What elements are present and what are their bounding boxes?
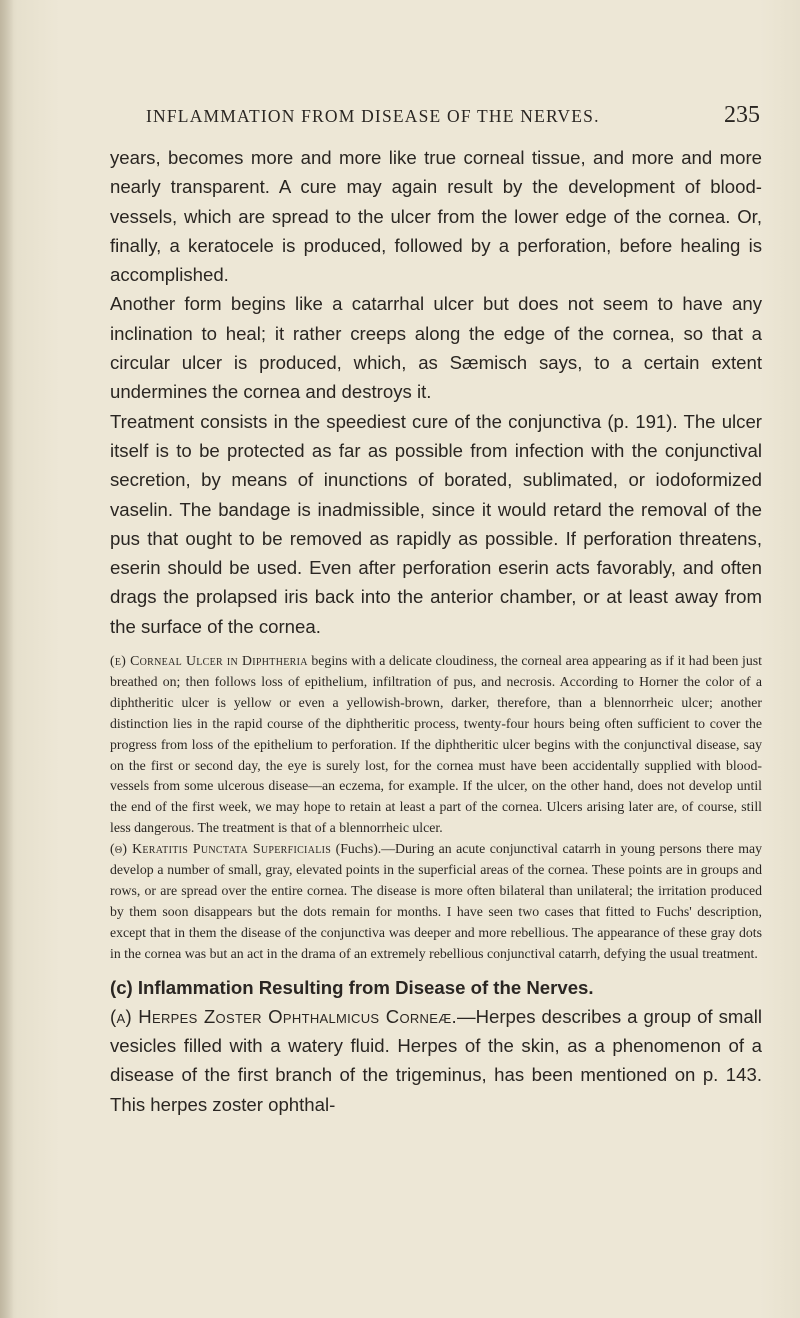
paragraph-herpes-zoster bbox=[110, 1002, 762, 1119]
section-text-keratitis: (Fuchs).—During an acute conjunctival catarrh in young persons there may develop a number of small, gray, elevated points in the superficial areas of the cornea. These points are in groups and rows, or are spread over the entire cornea. The disease is more often bilateral than unilateral; the irritation produced by them soon disappears but the dots remain for months. I have seen two cases that fitted to Fuchs' description, except that in them the disease of the conjunctiva was deeper and more rebellious. The appearance of these gray dots in the cornea was but an act in the drama of an extremely rebellious conjunctival catarrh, defying the usual treatment. bbox=[110, 841, 763, 961]
section-label-diphtheria: (ε) Corneal Ulcer in Diphtheria bbox=[110, 653, 308, 669]
paragraph-continuation: years, becomes more and more like true corneal tissue, and more and more nearly transparent. A cure may again result by the development of blood-vessels, which are spread to the ulcer from the lower edge of the cornea. Or, finally, a keratocele is produced, followed by a perforation, before healing is accomplished. bbox=[110, 147, 762, 286]
page-body bbox=[110, 143, 762, 1119]
page-gutter-shadow bbox=[0, 0, 14, 1318]
paragraph-corneal-ulcer-diphtheria bbox=[110, 651, 762, 839]
running-head bbox=[110, 104, 760, 136]
paragraph-another-form: Another form begins like a catarrhal ulcer but does not seem to have any inclination to heal; it rather creeps along the edge of the cornea, so that a circular ulcer is produced, which, as Sæmisch says, to a certain extent undermines the cornea and destroys it. bbox=[110, 293, 762, 403]
section-text-herpes: —Herpes describes a group of small vesicles filled with a watery fluid. Herpes of the skin, as a phenomenon of a disease of the first branch of the trigeminus, has been mentioned on p. 143. This herpes zoster ophthal- bbox=[110, 1005, 762, 1115]
running-head-title: INFLAMMATION FROM DISEASE OF THE NERVES. bbox=[146, 106, 600, 126]
paragraph-keratitis-punctata bbox=[110, 839, 762, 964]
section-label-keratitis: (ϑ) Keratitis Punctata Superficialis bbox=[110, 841, 332, 857]
section-heading-nerves: (c) Inflammation Resulting from Disease of the Nerves. bbox=[110, 976, 594, 998]
paragraph-treatment: Treatment consists in the speediest cure of the conjunctiva (p. 191). The ulcer itself is to be protected as far as possible from infection with the conjunctival secretion, by means of inunctions of borated, sublimated, or iodoformized vaselin. The bandage is inadmissible, since it would retard the removal of the pus that ought to be removed as rapidly as possible. If perforation threatens, eserin should be used. Even after perforation eserin acts favorably, and often drags the prolapsed iris back into the anterior chamber, or at least away from the surface of the cornea. bbox=[110, 410, 762, 637]
spacer bbox=[110, 641, 762, 651]
section-text-diphtheria: begins with a delicate cloudiness, the corneal area appearing as if it had been just breathed on; then follows loss of epithelium, infiltration of pus, and necrosis. According to Horner the color of a diphtheritic ulcer is yellow or even a yellowish-brown, darker, therefore, than a blennorrheic ulcer; another distinction lies in the rapid course of the diphtheritic process, twenty-four hours being often sufficient to cover the progress from loss of the epithelium to perforation. If the diphtheritic ulcer begins with the conjunctival disease, say on the first or second day, the eye is surely lost, for the cornea must have been accidentally supplied with blood-vessels from some ulcerous disease—an eczema, for example. If the ulcer, on the other hand, does not develop until the end of the first week, we may hope to retain at least a part of the cornea. Ulcers arising later are, of course, still less dangerous. The treatment is that of a blennorrheic ulcer. bbox=[110, 653, 762, 836]
page-number: 235 bbox=[724, 102, 760, 128]
section-label-herpes: (a) Herpes Zoster Ophthalmicus Corneæ. bbox=[110, 1005, 457, 1027]
